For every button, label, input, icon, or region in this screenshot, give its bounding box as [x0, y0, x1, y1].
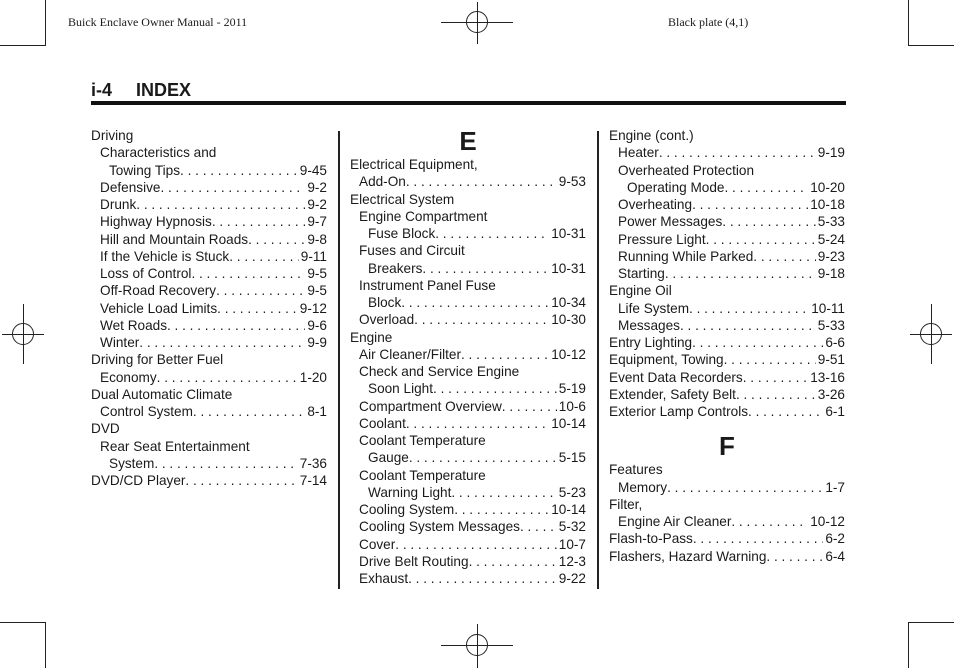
page-reference: 9-23	[817, 248, 845, 264]
index-entry	[91, 472, 327, 489]
page-reference: 9-9	[307, 335, 327, 350]
index-entry	[350, 173, 586, 190]
dot-leader	[520, 518, 557, 535]
dot-leader	[395, 536, 557, 553]
section-letter: F	[719, 431, 735, 462]
page-reference: 10-12	[551, 346, 586, 362]
index-entry	[350, 484, 586, 501]
page-reference: 1-7	[825, 479, 845, 495]
entry-text: Air Cleaner/Filter	[359, 346, 461, 362]
entry-text: Equipment, Towing	[609, 352, 724, 368]
index-entry	[350, 329, 586, 346]
index-entry	[350, 208, 586, 225]
entry-text: Defensive	[100, 179, 161, 195]
entry-text: Highway Hypnosis	[100, 214, 212, 230]
page-reference: 5-33	[817, 214, 845, 230]
dot-leader	[724, 351, 816, 368]
page-reference: 9-51	[817, 352, 845, 368]
index-entry	[350, 311, 586, 328]
page-reference: 10-6	[558, 398, 586, 414]
dot-leader	[136, 196, 305, 213]
page-title	[91, 80, 191, 101]
plate-label: Black plate (4,1)	[668, 15, 749, 29]
index-entry	[350, 346, 586, 363]
dot-leader	[160, 179, 305, 196]
page-reference: 5-33	[817, 317, 845, 333]
page-reference: 1-20	[299, 369, 327, 385]
page-reference: 9-5	[307, 266, 327, 281]
index-entry	[350, 518, 586, 535]
dot-leader	[401, 294, 549, 311]
dot-leader	[659, 144, 816, 161]
entry-text: Operating Mode	[627, 179, 725, 195]
index-entry	[609, 334, 845, 351]
entry-text: Breakers	[368, 260, 423, 276]
dot-leader	[406, 415, 549, 432]
entry-text: Power Messages	[618, 214, 723, 230]
entry-text: Cooling System	[359, 502, 455, 517]
index-entry	[609, 351, 845, 368]
entry-text: Block	[368, 295, 402, 310]
book-title: Buick Enclave Owner Manual - 2011	[68, 15, 248, 29]
index-entry	[609, 196, 845, 213]
dot-leader	[167, 317, 305, 334]
page-reference: 10-20	[810, 179, 845, 195]
index-entry	[350, 260, 586, 277]
index-entry	[350, 294, 586, 311]
entry-text: Economy	[100, 369, 157, 385]
index-entry	[609, 179, 845, 196]
index-entry	[350, 467, 586, 484]
index-entry	[609, 496, 845, 513]
index-entry	[609, 213, 845, 230]
entry-text: Cooling System Messages	[359, 519, 520, 535]
index-entry	[609, 300, 845, 317]
index-entry	[350, 553, 586, 570]
dot-leader	[692, 196, 808, 213]
dot-leader	[406, 173, 557, 190]
entry-text: Loss of Control	[100, 266, 192, 281]
index-entry	[91, 317, 327, 334]
page-reference: 7-36	[299, 455, 327, 471]
page-reference: 5-15	[558, 450, 586, 466]
page-reference: 9-19	[817, 145, 845, 161]
index-entry	[350, 225, 586, 242]
page-reference: 9-53	[558, 174, 586, 190]
page-reference: 9-22	[558, 571, 586, 586]
page-number: i-4	[91, 80, 113, 100]
dot-leader	[217, 300, 298, 317]
index-column-1	[91, 127, 327, 489]
page-reference: 6-1	[825, 404, 845, 419]
index-entry	[350, 570, 586, 587]
index-entry	[91, 386, 327, 403]
entry-text: Rear Seat Entertainment	[100, 438, 250, 454]
entry-text: Starting	[618, 266, 665, 281]
index-entry	[609, 265, 845, 282]
entry-text: Hill and Mountain Roads	[100, 231, 249, 247]
dot-leader	[722, 213, 816, 230]
entry-text: Check and Service Engine	[359, 364, 520, 379]
index-entry	[609, 403, 845, 420]
entry-text: Coolant	[359, 415, 406, 431]
dot-leader	[689, 300, 809, 317]
page-reference: 10-31	[551, 226, 586, 241]
dot-leader	[193, 403, 305, 420]
index-entry	[91, 282, 327, 299]
page-reference: 10-34	[551, 295, 586, 310]
index-entry	[609, 461, 845, 478]
entry-text: Engine (cont.)	[609, 128, 694, 143]
entry-text: If the Vehicle is Stuck	[100, 248, 230, 264]
entry-text: System	[109, 455, 155, 471]
entry-text: Towing Tips	[109, 162, 181, 178]
entry-text: Driving for Better Fuel	[91, 352, 224, 368]
dot-leader	[469, 553, 557, 570]
page-reference: 7-14	[299, 473, 327, 488]
index-entry	[609, 231, 845, 248]
page-reference: 12-3	[558, 553, 586, 569]
dot-leader	[248, 231, 305, 248]
entry-text: Drive Belt Routing	[359, 553, 469, 569]
dot-leader	[748, 403, 823, 420]
entry-text: Overheated Protection	[618, 162, 755, 178]
entry-text: Overheating	[618, 197, 693, 212]
index-entry	[609, 513, 845, 530]
entry-text: Cover	[359, 536, 396, 552]
page-reference: 9-18	[817, 266, 845, 281]
entry-text: Exterior Lamp Controls	[609, 404, 749, 419]
page-reference: 5-24	[817, 231, 845, 247]
dot-leader	[212, 213, 306, 230]
index-entry	[91, 438, 327, 455]
index-entry	[91, 179, 327, 196]
dot-leader	[502, 398, 557, 415]
page-reference: 6-2	[825, 531, 845, 547]
entry-text: Instrument Panel Fuse	[359, 277, 496, 293]
dot-leader	[680, 317, 816, 334]
index-entry	[350, 536, 586, 553]
entry-text: Engine Compartment	[359, 208, 488, 224]
page-reference: 10-14	[551, 502, 586, 517]
entry-text: Life System	[618, 300, 690, 316]
page-reference: 9-12	[299, 300, 327, 316]
dot-leader	[414, 311, 549, 328]
entry-text: Coolant Temperature	[359, 433, 486, 448]
entry-text: Running While Parked	[618, 248, 754, 264]
page-reference: 10-14	[551, 415, 586, 431]
entry-text: DVD	[91, 421, 120, 437]
dot-leader	[229, 248, 299, 265]
dot-leader	[706, 231, 816, 248]
index-entry	[609, 369, 845, 386]
entry-text: Control System	[100, 404, 193, 419]
page-reference: 6-4	[825, 548, 845, 564]
index-entry	[609, 127, 845, 144]
dot-leader	[724, 179, 808, 196]
entry-text: Memory	[618, 479, 668, 495]
page-reference: 10-31	[551, 260, 586, 276]
index-entry	[91, 196, 327, 213]
page-reference: 10-11	[811, 300, 845, 316]
dot-leader	[185, 472, 297, 489]
entry-text: Extender, Safety Belt	[609, 386, 736, 402]
page-reference: 9-11	[300, 248, 327, 264]
page-reference: 9-8	[307, 231, 327, 247]
page-reference: 5-23	[558, 484, 586, 500]
index-entry	[609, 317, 845, 334]
page-reference: 5-32	[558, 519, 586, 535]
page-reference: 13-16	[810, 369, 845, 385]
entry-text: Engine	[350, 329, 393, 345]
index-entry	[350, 242, 586, 259]
entry-text: Entry Lighting	[609, 335, 693, 350]
entry-text: Engine Air Cleaner	[618, 514, 732, 529]
page-reference: 5-19	[558, 381, 586, 397]
index-entry	[609, 479, 845, 496]
page-reference: 9-5	[307, 283, 327, 299]
index-entry	[609, 530, 845, 547]
dot-leader	[435, 225, 549, 242]
dot-leader	[451, 484, 556, 501]
entry-text: Driving	[91, 128, 134, 143]
index-entry	[350, 363, 586, 380]
entry-text: Wet Roads	[100, 317, 167, 333]
page-reference: 9-45	[299, 162, 327, 178]
index-entry	[91, 300, 327, 317]
column-divider	[338, 131, 340, 589]
index-entry	[91, 403, 327, 420]
index-column-3	[609, 127, 845, 565]
entry-text: Fuses and Circuit	[359, 243, 465, 259]
index-entry	[609, 386, 845, 403]
title-rule	[91, 101, 846, 105]
entry-text: Pressure Light	[618, 231, 706, 247]
page-reference: 10-7	[558, 536, 586, 552]
index-entry	[91, 213, 327, 230]
index-entry	[350, 380, 586, 397]
entry-text: Features	[609, 462, 663, 478]
entry-text: Soon Light	[368, 381, 434, 397]
index-entry	[350, 191, 586, 208]
page-reference: 10-18	[810, 197, 845, 212]
page-reference: 9-7	[307, 214, 327, 230]
entry-text: Winter	[100, 335, 140, 350]
page-reference: 6-6	[825, 335, 845, 350]
dot-leader	[743, 369, 808, 386]
entry-text: Event Data Recorders	[609, 369, 743, 385]
entry-text: Overload	[359, 312, 415, 328]
index-entry	[350, 432, 586, 449]
index-entry	[350, 277, 586, 294]
entry-text: Compartment Overview	[359, 398, 502, 414]
index-entry	[91, 334, 327, 351]
dot-leader	[408, 570, 557, 587]
dot-leader	[154, 455, 297, 472]
entry-text: Coolant Temperature	[359, 467, 486, 483]
dot-leader	[433, 380, 557, 397]
page-reference: 9-6	[307, 317, 327, 333]
entry-text: Heater	[618, 145, 659, 161]
dot-leader	[409, 449, 557, 466]
section-letter: E	[459, 126, 477, 156]
index-entry	[91, 248, 327, 265]
page-reference: 8-1	[307, 404, 327, 419]
entry-text: Warning Light	[368, 484, 452, 500]
entry-text: Messages	[618, 317, 680, 333]
index-entry	[91, 369, 327, 386]
entry-text: Flash-to-Pass	[609, 531, 693, 547]
index-entry	[609, 248, 845, 265]
entry-text: DVD/CD Player	[91, 473, 186, 488]
dot-leader	[665, 265, 816, 282]
dot-leader	[139, 334, 305, 351]
entry-text: Engine Oil	[609, 283, 672, 299]
index-entry	[609, 144, 845, 161]
section-title: INDEX	[136, 80, 192, 100]
entry-text: Characteristics and	[100, 145, 217, 161]
page-reference: 3-26	[817, 386, 845, 402]
index-entry	[350, 398, 586, 415]
dot-leader	[157, 369, 298, 386]
dot-leader	[422, 260, 549, 277]
dot-leader	[692, 334, 823, 351]
entry-text: Electrical Equipment,	[350, 157, 478, 172]
index-entry	[609, 282, 845, 299]
dot-leader	[191, 265, 305, 282]
index-entry	[350, 449, 586, 466]
dot-leader	[753, 248, 816, 265]
dot-leader	[731, 513, 808, 530]
index-entry	[91, 127, 327, 144]
index-entry	[91, 144, 327, 161]
entry-text: Filter,	[609, 496, 643, 512]
page-reference: 9-2	[307, 179, 327, 195]
entry-text: Vehicle Load Limits	[100, 300, 218, 316]
index-entry	[609, 162, 845, 179]
index-column-2	[350, 127, 586, 587]
index-entry	[91, 231, 327, 248]
entry-text: Drunk	[100, 197, 137, 212]
entry-text: Fuse Block	[368, 226, 436, 241]
dot-leader	[454, 501, 549, 518]
dot-leader	[693, 530, 823, 547]
entry-text: Electrical System	[350, 191, 455, 207]
entry-text: Gauge	[368, 450, 409, 466]
dot-leader	[667, 479, 823, 496]
dot-leader	[461, 346, 549, 363]
entry-text: Add-On	[359, 174, 406, 190]
index-entry	[350, 415, 586, 432]
column-divider	[597, 131, 599, 589]
page-reference: 9-2	[307, 197, 327, 212]
dot-leader	[766, 548, 823, 565]
index-entry	[91, 420, 327, 437]
entry-text: Flashers, Hazard Warning	[609, 548, 767, 564]
index-entry	[91, 162, 327, 179]
dot-leader	[180, 162, 298, 179]
entry-text: Dual Automatic Climate	[91, 386, 233, 402]
dot-leader	[736, 386, 816, 403]
index-entry	[91, 455, 327, 472]
page-reference: 10-12	[810, 514, 845, 529]
page-reference: 10-30	[551, 312, 586, 328]
index-entry	[91, 351, 327, 368]
index-entry	[350, 156, 586, 173]
entry-text: Off-Road Recovery	[100, 283, 217, 299]
dot-leader	[216, 282, 305, 299]
index-entry	[350, 501, 586, 518]
index-entry	[91, 265, 327, 282]
index-entry	[609, 548, 845, 565]
entry-text: Exhaust	[359, 571, 409, 586]
